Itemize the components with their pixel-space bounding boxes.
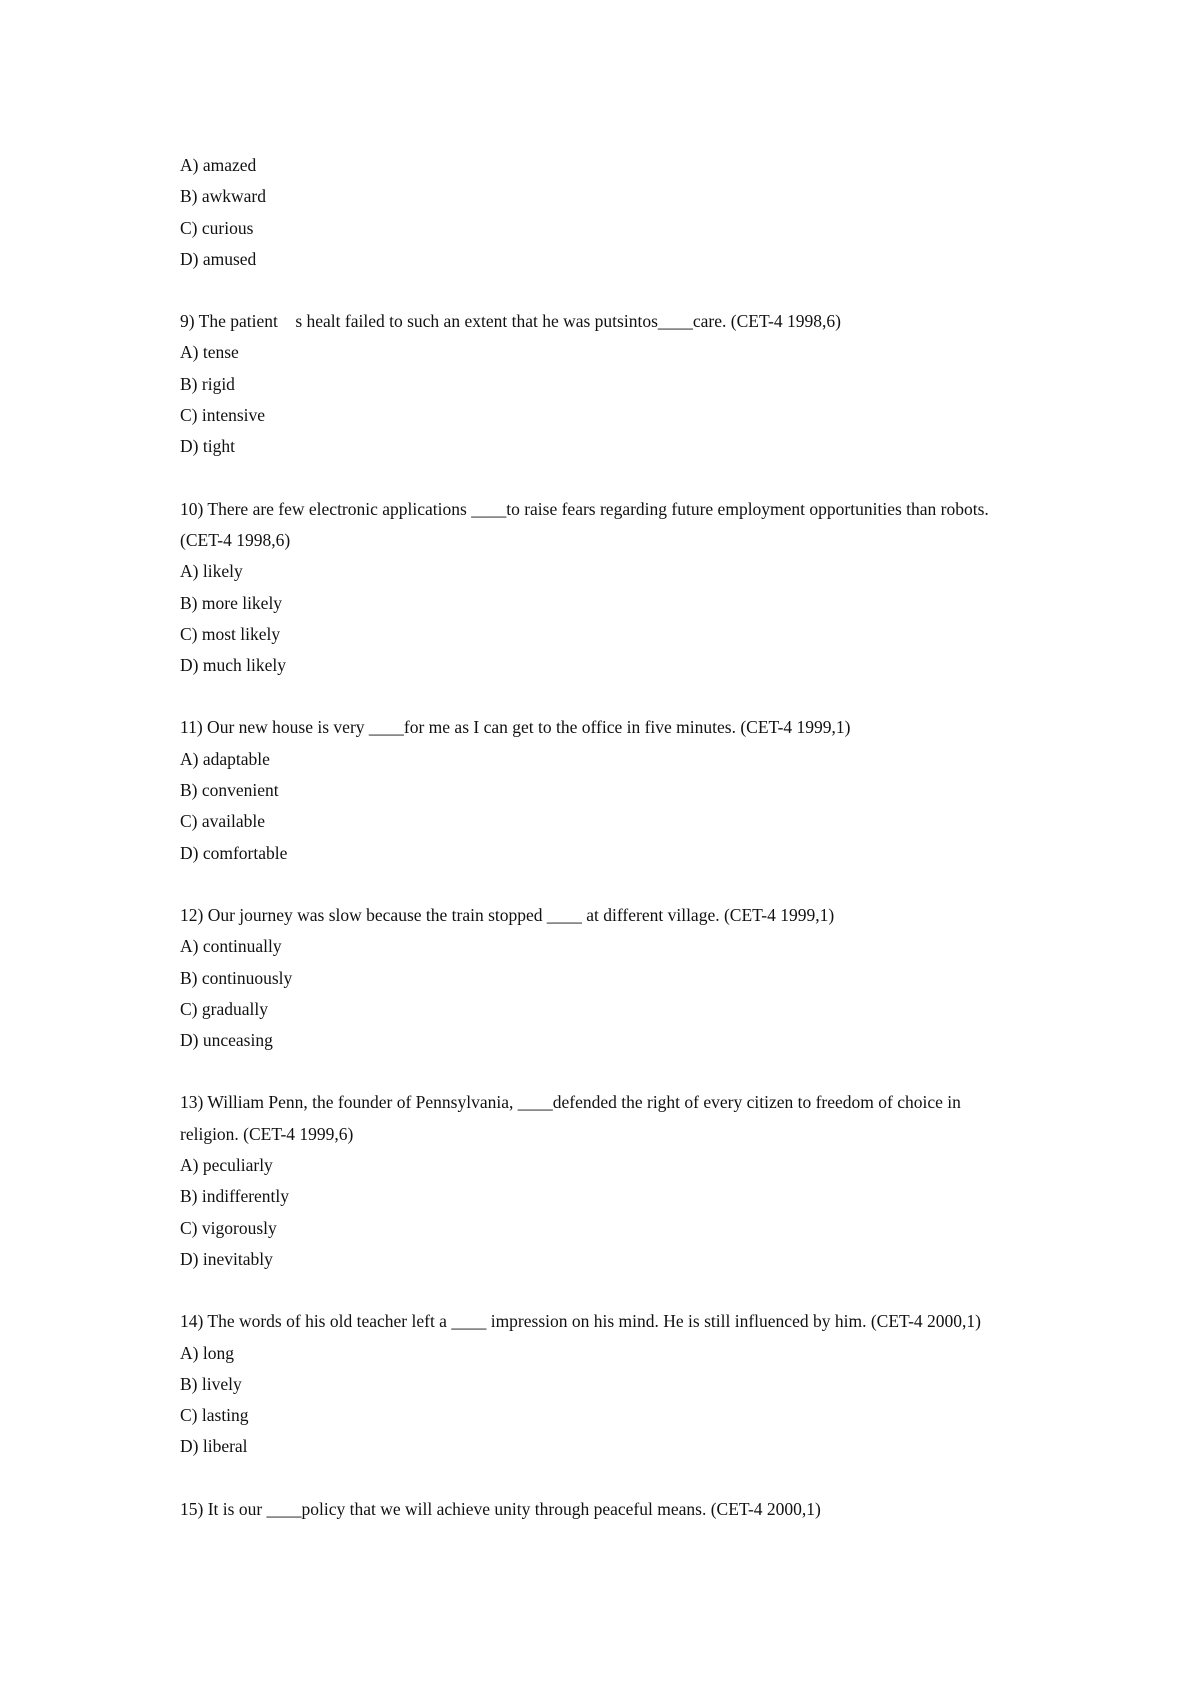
question-10 [180, 494, 1080, 682]
option-line: C) available [180, 811, 266, 832]
option-line: C) gradually [180, 998, 268, 1019]
question-text: 11) Our new house is very ____for me as I can get to the office in five minutes. (CET-4 1999,1) [180, 717, 851, 738]
option-line: D) comfortable [180, 842, 288, 863]
question-text: 9) The patient s healt failed to such an extent that he was putsintos____care. (CET-4 1998,6) [180, 311, 841, 332]
option-line: D) tight [180, 436, 235, 457]
option-line: B) awkward [180, 186, 267, 207]
option-line: D) unceasing [180, 1030, 273, 1051]
question-8-options [180, 150, 1080, 275]
option-line: C) intensive [180, 405, 266, 426]
question-13 [180, 1087, 1080, 1275]
option-line: B) more likely [180, 592, 283, 613]
option-line: D) liberal [180, 1436, 248, 1457]
option-line: A) adaptable [180, 748, 270, 769]
question-14 [180, 1306, 1080, 1462]
option-line: B) lively [180, 1373, 242, 1394]
question-text: (CET-4 1998,6) [180, 529, 291, 550]
option-line: A) amazed [180, 155, 257, 175]
option-line: A) tense [180, 342, 239, 363]
option-line: B) continuously [180, 967, 293, 988]
option-line: B) indifferently [180, 1186, 290, 1207]
question-text: 10) There are few electronic applications ____to raise fears regarding future employment opportunities than robots. [180, 498, 989, 519]
question-text: 12) Our journey was slow because the train stopped ____ at different village. (CET-4 1999,1) [180, 904, 835, 925]
question-11 [180, 712, 1080, 868]
question-text: 13) William Penn, the founder of Pennsylvania, ____defended the right of every citizen to freedom of choice in [180, 1092, 961, 1113]
option-line: D) much likely [180, 655, 286, 676]
option-line: C) curious [180, 217, 254, 238]
option-line: C) lasting [180, 1405, 249, 1426]
question-9 [180, 306, 1080, 462]
option-line: C) most likely [180, 623, 281, 644]
option-line: C) vigorously [180, 1217, 277, 1238]
option-line: B) convenient [180, 780, 279, 801]
option-line: A) likely [180, 561, 243, 582]
document-page [180, 150, 1080, 1525]
option-line: A) peculiarly [180, 1155, 273, 1176]
question-text: religion. (CET-4 1999,6) [180, 1123, 354, 1144]
question-text: 15) It is our ____policy that we will achieve unity through peaceful means. (CET-4 2000,1) [180, 1498, 821, 1519]
option-line: D) amused [180, 248, 257, 269]
option-line: D) inevitably [180, 1248, 273, 1269]
option-line: A) continually [180, 936, 282, 957]
option-line: B) rigid [180, 373, 235, 394]
question-12 [180, 900, 1080, 1056]
question-15 [180, 1494, 1080, 1525]
option-line: A) long [180, 1342, 234, 1363]
question-text: 14) The words of his old teacher left a ____ impression on his mind. He is still influenced by him. (CET-4 2000,1) [180, 1311, 981, 1332]
